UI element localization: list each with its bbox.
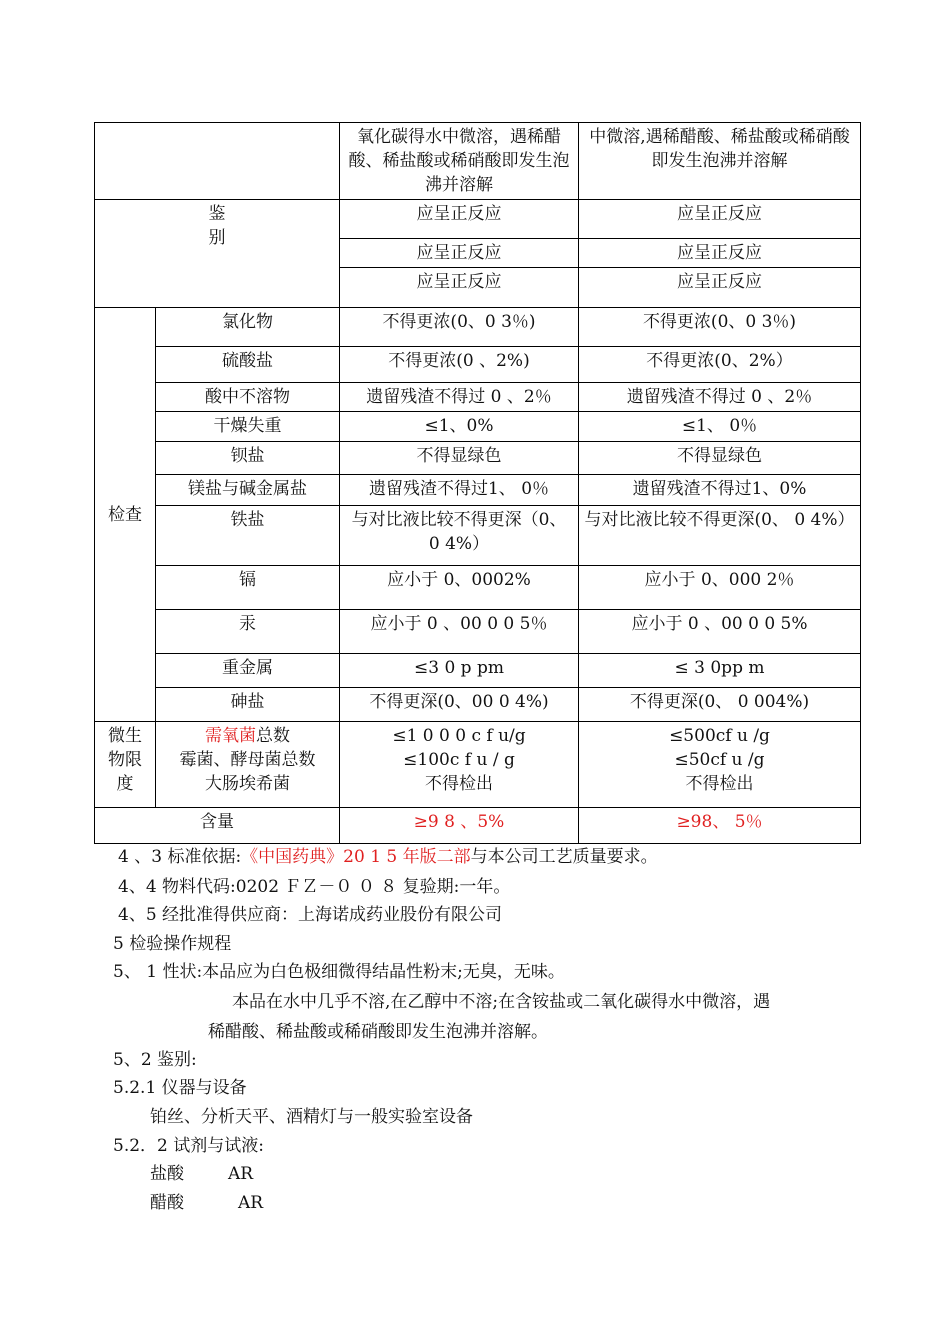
- check-b: ≤1、 0％: [579, 412, 861, 442]
- table-row: [95, 688, 861, 722]
- reagent-1-grade: AR: [228, 1164, 254, 1184]
- check-b: 遗留残渣不得过 0 、2％: [579, 383, 861, 412]
- check-a: ≤1、0%: [340, 412, 579, 442]
- reagent-2-grade: AR: [238, 1193, 264, 1213]
- check-b: ≤ 3 0pp m: [579, 654, 861, 688]
- check-a: 不得更浓(0、0 3％): [340, 308, 579, 347]
- check-b: 不得显绿色: [579, 442, 861, 475]
- content-a: ≥9 8 、5%: [340, 808, 579, 844]
- table-row: [95, 808, 861, 844]
- equipment-list: 铂丝、分析天平、酒精灯与一般实验室设备: [150, 1107, 473, 1127]
- table-row: [95, 347, 861, 383]
- section-5-1-desc: 本品在水中几乎不溶,在乙醇中不溶;在含铵盐或二氧化碳得水中微溶，遇: [232, 992, 771, 1012]
- check-a: 不得显绿色: [340, 442, 579, 475]
- check-item: 镁盐与碱金属盐: [156, 475, 340, 506]
- section-5-2-1: 5.2.1 仪器与设备: [113, 1078, 247, 1098]
- check-item: 酸中不溶物: [156, 383, 340, 412]
- identify-b-3: 应呈正反应: [579, 268, 861, 308]
- table-row: [95, 722, 861, 808]
- supplier: 4、5 经批准得供应商：上海诺成药业股份有限公司: [118, 905, 503, 925]
- table-row: [95, 308, 861, 347]
- section-5-1: 5、 1 性状:本品应为白色极细微得结晶性粉末;无臭，无味。: [113, 962, 565, 982]
- check-a: 应小于 0 、00 0 0 5％: [340, 610, 579, 654]
- micro-item2: 霉菌、酵母菌总数: [179, 750, 316, 770]
- table-row: [95, 412, 861, 442]
- top-row-col3: 中微溶,遇稀醋酸、稀盐酸或稀硝酸即发生泡沸并溶解: [579, 123, 861, 200]
- check-item: 干燥失重: [156, 412, 340, 442]
- identify-b-1: 应呈正反应: [579, 200, 861, 239]
- identify-b-2: 应呈正反应: [579, 239, 861, 268]
- micro-b: ≤500cf u /g ≤50cf u /g 不得检出: [579, 722, 861, 808]
- table-row: [95, 383, 861, 412]
- section-5-heading: 5 检验操作规程: [113, 934, 232, 954]
- identify-label: 鉴 别: [95, 200, 340, 308]
- check-item: 钡盐: [156, 442, 340, 475]
- check-item: 砷盐: [156, 688, 340, 722]
- table-row: [95, 506, 861, 566]
- check-a: 与对比液比较不得更深（0、 0 4%）: [340, 506, 579, 566]
- top-row-col1: [95, 123, 340, 200]
- identify-a-2: 应呈正反应: [340, 239, 579, 268]
- check-b: 与对比液比较不得更深(0、 0 4%）: [579, 506, 861, 566]
- micro-item3: 大肠埃希菌: [205, 774, 290, 794]
- check-item: 重金属: [156, 654, 340, 688]
- check-a: ≤3 0 p pm: [340, 654, 579, 688]
- top-row-col2: 氧化碳得水中微溶，遇稀醋酸、稀盐酸或稀硝酸即发生泡沸并溶解: [340, 123, 579, 200]
- check-b: 应小于 0、000 2％: [579, 566, 861, 610]
- check-b: 不得更浓(0、0 3％): [579, 308, 861, 347]
- table-row: [95, 200, 861, 239]
- check-a: 遗留残渣不得过1、 0％: [340, 475, 579, 506]
- section-5-1-desc-cont: 稀醋酸、稀盐酸或稀硝酸即发生泡沸并溶解。: [208, 1022, 548, 1042]
- table-row: [95, 475, 861, 506]
- check-b: 不得更浓(0、2%）: [579, 347, 861, 383]
- check-a: 遗留残渣不得过 0 、2％: [340, 383, 579, 412]
- micro-a: ≤1 0 0 0 c f u/g ≤100c f u / g 不得检出: [340, 722, 579, 808]
- check-label: 检查: [95, 308, 156, 722]
- material-code: 4、4 物料代码:0202 ＦＺ－０ ０ ８ 复验期:一年。: [118, 877, 511, 897]
- table-row: [95, 123, 861, 200]
- check-item: 氯化物: [156, 308, 340, 347]
- standard-basis: 4 、3 标准依据:《中国药典》20 1 5 年版二部与本公司工艺质量要求。: [118, 847, 658, 867]
- content-b: ≥98、 5％: [579, 808, 861, 844]
- check-a: 不得更浓(0 、2%): [340, 347, 579, 383]
- check-a: 不得更深(0、00 0 4%): [340, 688, 579, 722]
- check-b: 应小于 0 、00 0 0 5%: [579, 610, 861, 654]
- check-b: 不得更深(0、 0 004%): [579, 688, 861, 722]
- content-label: 含量: [95, 808, 340, 844]
- table-row: [95, 566, 861, 610]
- check-item: 汞: [156, 610, 340, 654]
- check-b: 遗留残渣不得过1、0%: [579, 475, 861, 506]
- reagent-2-name: 醋酸: [150, 1193, 184, 1213]
- table-row: [95, 610, 861, 654]
- section-5-2: 5、2 鉴别:: [113, 1050, 197, 1070]
- check-item: 镉: [156, 566, 340, 610]
- section-5-2-2: 5.2．2 试剂与试液:: [113, 1136, 264, 1156]
- check-item: 铁盐: [156, 506, 340, 566]
- identify-a-3: 应呈正反应: [340, 268, 579, 308]
- check-a: 应小于 0、0002%: [340, 566, 579, 610]
- check-item: 硫酸盐: [156, 347, 340, 383]
- micro-items: 需氧菌总数 霉菌、酵母菌总数 大肠埃希菌: [156, 722, 340, 808]
- table-row: [95, 442, 861, 475]
- reagent-1-name: 盐酸: [150, 1164, 184, 1184]
- micro-label: 微生 物限 度: [95, 722, 156, 808]
- spec-table: [94, 122, 861, 844]
- micro-item1: 需氧菌: [205, 726, 256, 746]
- table-row: [95, 654, 861, 688]
- identify-a-1: 应呈正反应: [340, 200, 579, 239]
